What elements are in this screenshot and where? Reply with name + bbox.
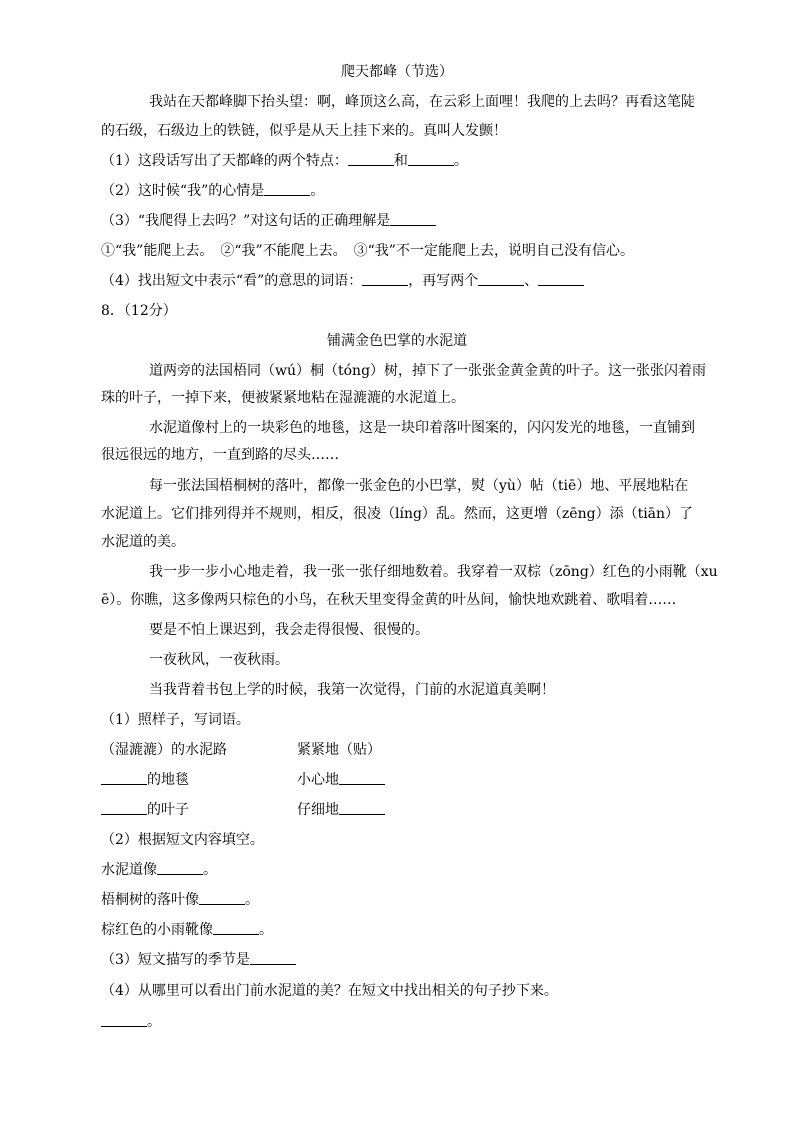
answer-blank[interactable] <box>157 860 203 875</box>
question-text: （4）找出短文中表示“看”的意思的词语： <box>101 273 363 289</box>
answer-blank[interactable] <box>264 181 310 196</box>
passage1-text-line: 的石级，石级边上的铁链，似乎是从天上挂下来的。真叫人发颤！ <box>101 123 507 139</box>
example-right: 紧紧地（贴） <box>297 742 381 758</box>
question-text: （2）这时候“我”的心情是 <box>101 183 265 199</box>
answer-blank[interactable] <box>101 800 147 815</box>
passage2-text-line: 一夜秋风，一夜秋雨。 <box>149 652 289 668</box>
passage2-text-line: 水泥道像村上的一块彩色的地毯，这是一块印着落叶图案的，闪闪发光的地毯，一直铺到 <box>149 420 695 436</box>
question-text: 和 <box>393 153 408 169</box>
q8-question-4-label: （4）从哪里可以看出门前水泥道的美？在短文中找出相关的句子抄下来。 <box>101 983 558 999</box>
passage1-question-1 <box>101 151 701 171</box>
q8-question-2-item <box>101 890 701 910</box>
passage2-text-line: 当我背着书包上学的时候，我第一次觉得，门前的水泥道真美啊！ <box>149 682 555 698</box>
question-text: 。 <box>453 153 468 169</box>
q8-question-4-answer <box>101 1012 701 1032</box>
q8-question-1-label: （1）照样子，写词语。 <box>101 712 250 728</box>
passage1-text-line: 我站在天都峰脚下抬头望：啊，峰顶这么高，在云彩上面哩！我爬的上去吗？再看这笔陡 <box>149 94 695 110</box>
question-text: 小心地 <box>297 772 339 788</box>
question-text: 的地毯 <box>147 772 189 788</box>
passage2-text-line: 很远很远的地方，一直到路的尽头…… <box>101 447 339 463</box>
answer-blank[interactable] <box>101 770 147 785</box>
period: 。 <box>203 862 217 878</box>
passage2-text-line: ē）。你瞧，这多像两只棕色的小鸟，在秋天里变得金黄的叶丛间，愉快地欢跳着、歌唱着…… <box>101 592 677 608</box>
passage2-text-line: 水泥道上。它们排列得并不规则，相反，很凌（líng）乱。然而，这更增（zēng）添（tiān）了 <box>101 506 694 522</box>
passage2-text-line: 珠的叶子，一掉下来，便被紧紧地粘在湿漉漉的水泥道上。 <box>101 390 465 406</box>
answer-blank[interactable] <box>101 1012 147 1027</box>
right-item <box>297 800 385 820</box>
question-text: 梧桐树的落叶像 <box>101 892 199 908</box>
question-text: 棕红色的小雨靴像 <box>101 922 213 938</box>
passage2-text-line: 水泥道的美。 <box>101 534 185 550</box>
period: 。 <box>245 892 259 908</box>
question-text: 、 <box>524 273 539 289</box>
q8-question-2-item <box>101 860 701 880</box>
question-text: （3）“我爬得上去吗？”对这句话的正确理解是 <box>101 213 391 229</box>
answer-blank[interactable] <box>478 271 524 286</box>
q8-question-1-row <box>101 800 701 820</box>
example-left: （湿漉漉）的水泥路 <box>101 742 227 758</box>
answer-blank[interactable] <box>538 271 584 286</box>
period: 。 <box>147 1014 161 1030</box>
q8-question-1-row <box>101 770 701 790</box>
passage2-title: 铺满金色巴掌的水泥道 <box>327 333 467 349</box>
answer-blank[interactable] <box>213 920 259 935</box>
question-8-header: 8．（12分） <box>101 303 177 319</box>
answer-blank[interactable] <box>362 271 408 286</box>
passage2-text-line: 道两旁的法国梧同（wú）桐（tóng）树，掉下了一张张金黄金黄的叶子。这一张张闪着雨 <box>149 363 707 379</box>
passage1-question-3 <box>101 211 701 231</box>
q8-question-2-item <box>101 920 701 940</box>
answer-blank[interactable] <box>250 950 296 965</box>
answer-blank[interactable] <box>339 800 385 815</box>
passage2-text-line: 我一步一步小心地走着，我一张一张仔细地数着。我穿着一双棕（zōng）红色的小雨靴（xu <box>149 564 718 580</box>
q8-question-2-label: （2）根据短文内容填空。 <box>101 832 264 848</box>
answer-blank[interactable] <box>348 151 394 166</box>
passage2-text-line: 每一张法国梧桐树的落叶，都像一张金色的小巴掌，熨（yù）帖（tiē）地、平展地粘在 <box>149 478 689 494</box>
answer-blank[interactable] <box>390 211 436 226</box>
passage1-question-2 <box>101 181 701 201</box>
question-text: ，再写两个 <box>408 273 479 289</box>
question-text: （1）这段话写出了天都峰的两个特点： <box>101 153 348 169</box>
passage1-title: 爬天都峰（节选） <box>341 64 453 80</box>
question-text: 。 <box>310 183 325 199</box>
question-text: 的叶子 <box>147 802 189 818</box>
q8-question-1-example <box>101 740 701 760</box>
question-text: （3）短文描写的季节是 <box>101 952 250 968</box>
answer-blank[interactable] <box>408 151 454 166</box>
passage1-question-4 <box>101 271 701 291</box>
answer-blank[interactable] <box>199 890 245 905</box>
question-text: 仔细地 <box>297 802 339 818</box>
question-text: 水泥道像 <box>101 862 157 878</box>
period: 。 <box>259 922 273 938</box>
passage1-question-3-options: ①“我”能爬上去。 ②“我”不能爬上去。 ③“我”不一定能爬上去，说明自己没有信心。 <box>101 243 634 259</box>
right-item <box>297 770 385 790</box>
q8-question-3 <box>101 950 701 970</box>
passage2-text-line: 要是不怕上课迟到，我会走得很慢、很慢的。 <box>149 622 429 638</box>
answer-blank[interactable] <box>339 770 385 785</box>
